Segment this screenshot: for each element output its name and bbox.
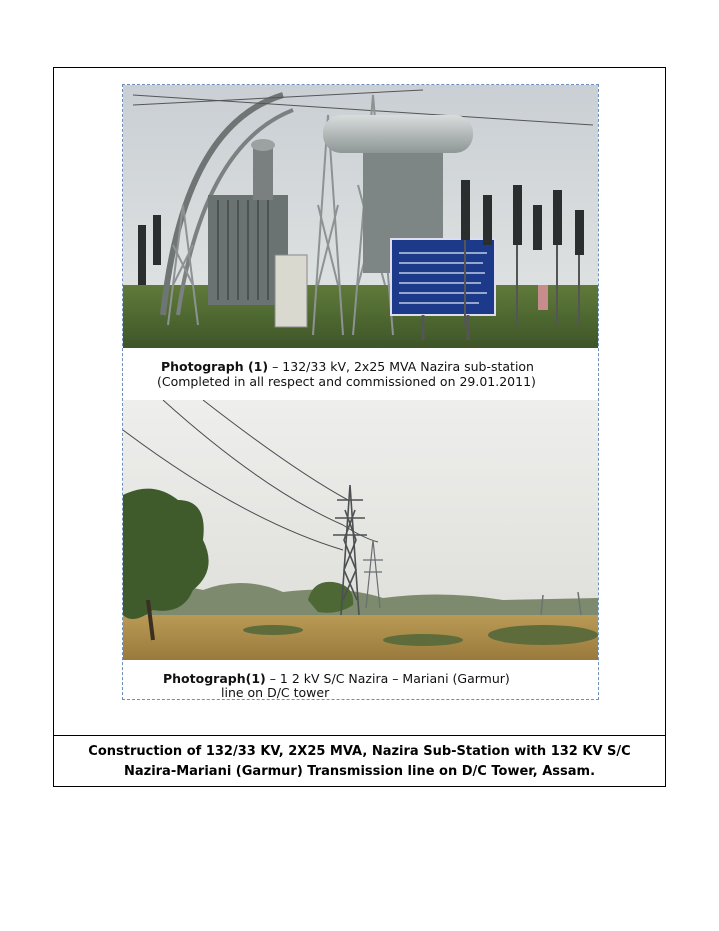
photo1-caption-line2: (Completed in all respect and commissioned on 29.01.2011): [157, 374, 536, 389]
document-frame: [53, 67, 666, 787]
substation-photo: [123, 85, 598, 348]
document-footer: [54, 736, 665, 788]
photo1-caption-label: Photograph (1): [161, 359, 269, 374]
footer-title-line2: Nazira-Mariani (Garmur) Transmission line on D/C Tower, Assam.: [123, 764, 596, 779]
transmission-line-photo: [123, 400, 598, 660]
photo2-caption-label: Photograph(1): [163, 671, 266, 686]
photo1-caption-text: – 132/33 kV, 2x25 MVA Nazira sub-station: [268, 359, 534, 374]
photo2-caption-line2: line on D/C tower: [221, 685, 330, 700]
footer-title-line1: Construction of 132/33 KV, 2X25 MVA, Nazira Sub-Station with 132 KV S/C: [88, 744, 631, 759]
photo2-caption: [163, 672, 510, 686]
photo-panel: [122, 84, 599, 700]
photo2-caption-text: – 1 2 kV S/C Nazira – Mariani (Garmur): [265, 671, 510, 686]
photo1-caption: [161, 360, 534, 374]
